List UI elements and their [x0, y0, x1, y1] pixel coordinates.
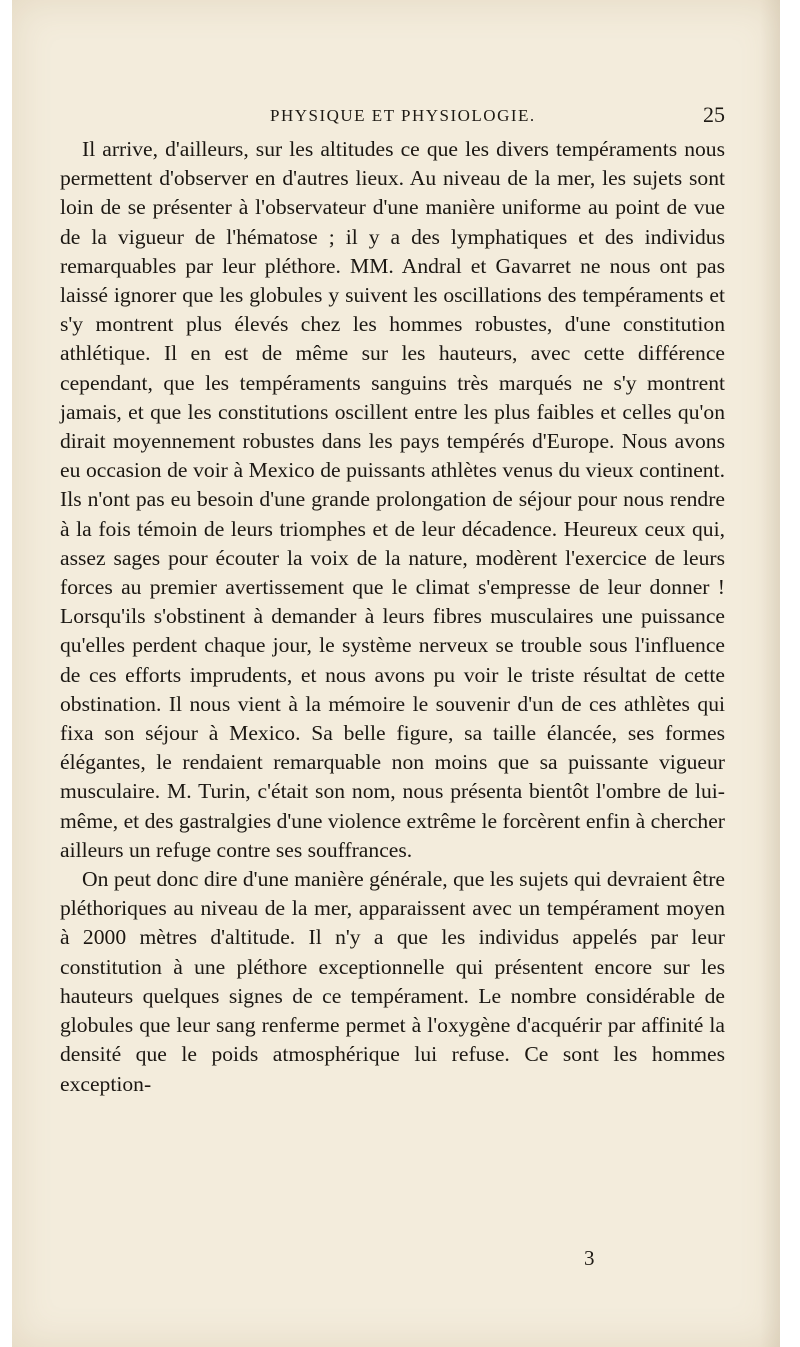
signature-mark: 3 [584, 1246, 595, 1270]
paragraph-1: Il arrive, d'ailleurs, sur les altitudes ce que les divers tempéraments nous permettent d'observer en d'autres lieux. Au niveau de la mer, les sujets sont loin de se présenter à l'observateur d'une manière uniforme au point de vue de la vigueur de l'hématose ; il y a des lymphatiques et des individus remarquables par leur pléthore. MM. Andral et Gavarret ne nous ont pas laissé ignorer que les globules y suivent les oscillations des tempéraments et s'y montrent plus élevés chez les hommes robustes, d'une constitution athlétique. Il en est de même sur les hauteurs, avec cette différence cependant, que les tempéraments sanguins très marqués ne s'y montrent jamais, et que les constitutions oscillent entre les plus faibles et celles qu'on dirait moyennement robustes dans les pays tempérés d'Europe. Nous avons eu occasion de voir à Mexico de puissants athlètes venus du vieux continent. Ils n'ont pas eu besoin d'une grande prolongation de séjour pour nous rendre à la fois témoin de leurs triomphes et de leur décadence. Heureux ceux qui, assez sages pour écouter la voix de la nature, modèrent l'exercice de leurs forces au premier avertissement que le climat s'empresse de leur donner ! Lorsqu'ils s'obstinent à demander à leurs fibres musculaires une puissance qu'elles perdent chaque jour, le système nerveux se trouble sous l'influence de ces efforts imprudents, et nous avons pu voir le triste résultat de cette obstination. Il nous vient à la mémoire le souvenir d'un de ces athlètes qui fixa son séjour à Mexico. Sa belle figure, sa taille élancée, ses formes élégantes, le rendaient remarquable non moins que sa puissante vigueur musculaire. M. Turin, c'était son nom, nous présenta bientôt l'ombre de lui-même, et des gastralgies d'une violence extrême le forcèrent enfin à chercher ailleurs un refuge contre ses souffrances. [60, 137, 725, 862]
paragraph-2: On peut donc dire d'une manière générale, que les sujets qui devraient être pléthoriques au niveau de la mer, apparaissent avec un tempérament moyen à 2000 mètres d'altitude. Il n'y a que les individus appelés par leur constitution à une pléthore exceptionnelle qui présentent encore sur les hauteurs quelques signes de ce tempérament. Le nombre considérable de globules que leur sang renferme permet à l'oxygène d'acquérir par affinité la densité que le poids atmosphérique lui refuse. Ce sont les hommes exception- [60, 867, 725, 1096]
running-head: PHYSIQUE ET PHYSIOLOGIE. [270, 106, 536, 125]
page-edge-shadow [760, 0, 780, 1347]
page-header [60, 102, 725, 132]
book-page [12, 0, 780, 1347]
body-text [60, 135, 725, 1099]
page-number: 25 [703, 102, 725, 127]
